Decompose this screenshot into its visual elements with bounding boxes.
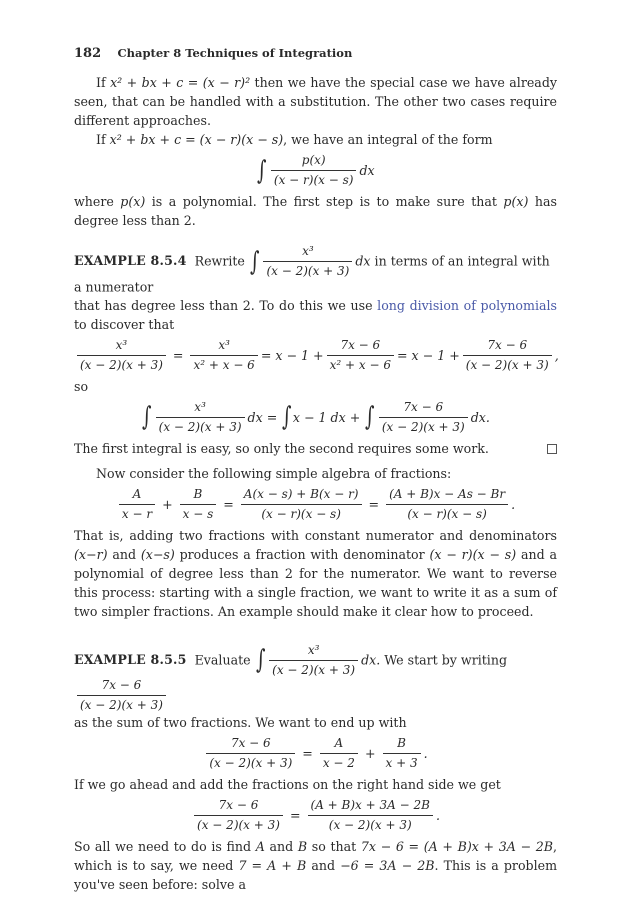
equation-fraction-sum: [74, 487, 557, 522]
fraction: [77, 338, 166, 373]
numerator: 7x − 6: [487, 337, 528, 352]
math-inline: B: [297, 838, 308, 854]
integral-sign: ∫: [282, 402, 292, 433]
numerator: B: [397, 735, 406, 750]
paragraph-add-fractions: If we go ahead and add the fractions on the right hand side we get: [74, 776, 501, 792]
text: . This is a problem you've seen before: solve a: [74, 857, 558, 892]
denominator: (x − 2)(x + 3): [379, 417, 468, 435]
fraction: [77, 678, 166, 713]
equals: =: [223, 496, 234, 512]
math-inline: p(x): [120, 194, 146, 209]
fraction: [241, 487, 362, 522]
text: is a polynomial. The first step is to make sure that: [145, 194, 504, 209]
math-term: dx.: [470, 409, 490, 425]
page-header: [74, 44, 557, 63]
equation-long-division: [74, 338, 557, 373]
text: in terms of an integral with a numerator: [74, 253, 550, 295]
plus: +: [162, 496, 173, 512]
differential: dx: [359, 162, 375, 178]
numerator: x³: [218, 337, 230, 352]
text: to discover that: [74, 316, 175, 332]
text: Evaluate: [194, 651, 251, 667]
fraction: [180, 487, 217, 522]
text: that has degree less than 2. To do this we use: [74, 297, 378, 313]
fraction: [190, 338, 257, 373]
denominator: x² + x − 6: [190, 355, 257, 373]
denominator: (x − r)(x − s): [241, 504, 362, 522]
equation-integral-form: [74, 153, 557, 188]
numerator: 7x − 6: [218, 797, 259, 812]
paragraph-first-integral: The first integral is easy, so only the second requires some work.: [74, 440, 489, 456]
denominator: (x − 2)(x + 3): [263, 261, 352, 279]
math-inline: (x − r)(x − s): [429, 546, 517, 562]
math-term: x − 1 dx +: [292, 409, 361, 425]
text: That is, adding two fractions with constant numerator and denominators: [74, 527, 557, 543]
text: has degree less than 2.: [74, 194, 557, 228]
fraction: [269, 643, 358, 678]
fraction: [379, 400, 468, 435]
math-inline: x² + bx + c = (x − r)(x − s): [109, 132, 284, 147]
fraction: [386, 487, 508, 522]
example-label: EXAMPLE 8.5.4: [74, 253, 187, 269]
denominator: (x − 2)(x + 3): [194, 815, 283, 833]
fraction: [119, 487, 155, 522]
math-inline: A: [255, 838, 265, 854]
example-8-5-4-header: [74, 244, 557, 296]
text: So all we need to do is find: [74, 838, 256, 854]
integral-sign: ∫: [255, 645, 266, 676]
fraction: [271, 153, 357, 188]
fraction: [327, 338, 394, 373]
numerator: x³: [302, 244, 314, 258]
textbook-page: [74, 0, 557, 914]
numerator: x³: [194, 399, 206, 414]
long-division-link[interactable]: long division of polynomials: [377, 297, 557, 313]
paragraph-find-a-b: [74, 837, 557, 894]
denominator: (x − 2)(x + 3): [206, 753, 295, 771]
text-so: so: [74, 378, 89, 394]
plus: +: [364, 745, 376, 761]
text: , which is to say, we need: [74, 838, 558, 873]
text: and a polynomial of degree less than 2 for the numerator. We want to reverse this process: starting with a single fraction, we want to write it as a sum of two simpler fractions. An example should make it clear how to proceed.: [74, 546, 557, 619]
math-inline: x² + bx + c = (x − r)²: [110, 75, 251, 90]
denominator: (x − 2)(x + 3): [77, 695, 166, 713]
text: where: [74, 194, 121, 209]
numerator: (A + B)x + 3A − 2B: [310, 797, 430, 812]
denominator: (x − 2)(x + 3): [156, 417, 245, 435]
spacer: [74, 621, 557, 643]
text: and: [107, 546, 141, 562]
differential: dx.: [361, 651, 381, 667]
math-inline: (x−s): [140, 546, 175, 562]
paragraph-reverse-process: [74, 526, 557, 621]
fraction: [206, 736, 295, 771]
text: , we have an integral of the form: [283, 132, 493, 147]
text: If: [96, 132, 110, 147]
equation-split-integral: [74, 400, 557, 435]
numerator: (A + B)x − As − Br: [389, 486, 506, 501]
denominator: (x − 2)(x + 3): [308, 815, 433, 833]
integral-sign: ∫: [249, 246, 260, 277]
equals: =: [172, 347, 184, 363]
math-inline: −6 = 3A − 2B: [340, 857, 435, 873]
differential: dx: [355, 253, 371, 269]
paragraph-special-case: [74, 73, 557, 130]
fraction: [194, 798, 283, 833]
numerator: 7x − 6: [403, 399, 444, 414]
fraction: [320, 736, 358, 771]
math-inline: 7x − 6 = (A + B)x + 3A − 2B: [360, 838, 553, 854]
equals: =: [302, 745, 313, 761]
paragraph-long-division: [74, 296, 557, 334]
math-term: = x − 1 +: [260, 347, 324, 363]
equation-partial-fractions: [74, 736, 557, 771]
denominator: (x − 2)(x + 3): [77, 355, 166, 373]
equals: =: [368, 496, 380, 512]
example-label: EXAMPLE 8.5.5: [74, 651, 187, 667]
text: We start by writing: [384, 651, 508, 667]
punctuation: ,: [554, 347, 559, 363]
paragraph-sum-of-two: as the sum of two fractions. We want to end up with: [74, 714, 407, 730]
integral-sign: ∫: [365, 402, 375, 433]
punctuation: .: [423, 745, 428, 761]
numerator: x³: [307, 642, 320, 657]
math-inline: (x−r): [74, 546, 108, 562]
denominator: x − 2: [320, 753, 358, 771]
first-integral-row: [74, 439, 557, 458]
math-term: = x − 1 +: [396, 347, 460, 363]
denominator: x + 3: [383, 753, 421, 771]
denominator: x − s: [180, 504, 217, 522]
text: and: [306, 857, 341, 873]
page-number: 182: [74, 46, 102, 61]
punctuation: .: [435, 807, 440, 823]
text: produces a fraction with denominator: [174, 546, 430, 562]
fraction: [383, 736, 421, 771]
fraction: [263, 244, 352, 279]
example-8-5-5-header: [74, 643, 557, 713]
denominator: x − r: [119, 504, 155, 522]
denominator: (x − 2)(x + 3): [269, 660, 358, 678]
numerator: A(x − s) + B(x − r): [243, 486, 359, 501]
numerator: A: [132, 486, 142, 501]
text: so that: [307, 838, 361, 854]
denominator: (x − r)(x − s): [386, 504, 508, 522]
numerator: A: [334, 735, 344, 750]
numerator: 7x − 6: [230, 735, 271, 750]
text: Rewrite: [194, 253, 245, 269]
denominator: (x − r)(x − s): [271, 170, 357, 188]
paragraph-algebra-of-fractions: Now consider the following simple algebra of fractions:: [96, 465, 452, 481]
spacer: [74, 230, 557, 244]
math-term: dx =: [247, 409, 278, 425]
integral-sign: ∫: [257, 155, 267, 186]
equation-combined: [74, 798, 557, 833]
math-inline: p(x): [503, 194, 529, 209]
numerator: p(x): [301, 153, 326, 167]
end-of-proof-icon: [547, 444, 557, 454]
text: then we have the special case we have already seen, that can be handled with a substitution. The other two cases require different approaches.: [74, 75, 557, 128]
integral-sign: ∫: [142, 402, 152, 433]
chapter-title: Chapter 8 Techniques of Integration: [117, 46, 353, 60]
math-inline: 7 = A + B: [238, 857, 307, 873]
paragraph-two-roots: [74, 130, 557, 149]
numerator: B: [193, 486, 203, 501]
fraction: [463, 338, 552, 373]
equals: =: [289, 807, 301, 823]
text: and: [264, 838, 298, 854]
fraction: [308, 798, 433, 833]
denominator: x² + x − 6: [327, 355, 394, 373]
numerator: 7x − 6: [340, 337, 381, 352]
text: If: [96, 75, 111, 90]
numerator: 7x − 6: [101, 677, 142, 692]
fraction: [156, 400, 245, 435]
paragraph-polynomial: [74, 192, 557, 230]
denominator: (x − 2)(x + 3): [463, 355, 552, 373]
numerator: x³: [115, 337, 128, 352]
punctuation: .: [511, 496, 516, 512]
